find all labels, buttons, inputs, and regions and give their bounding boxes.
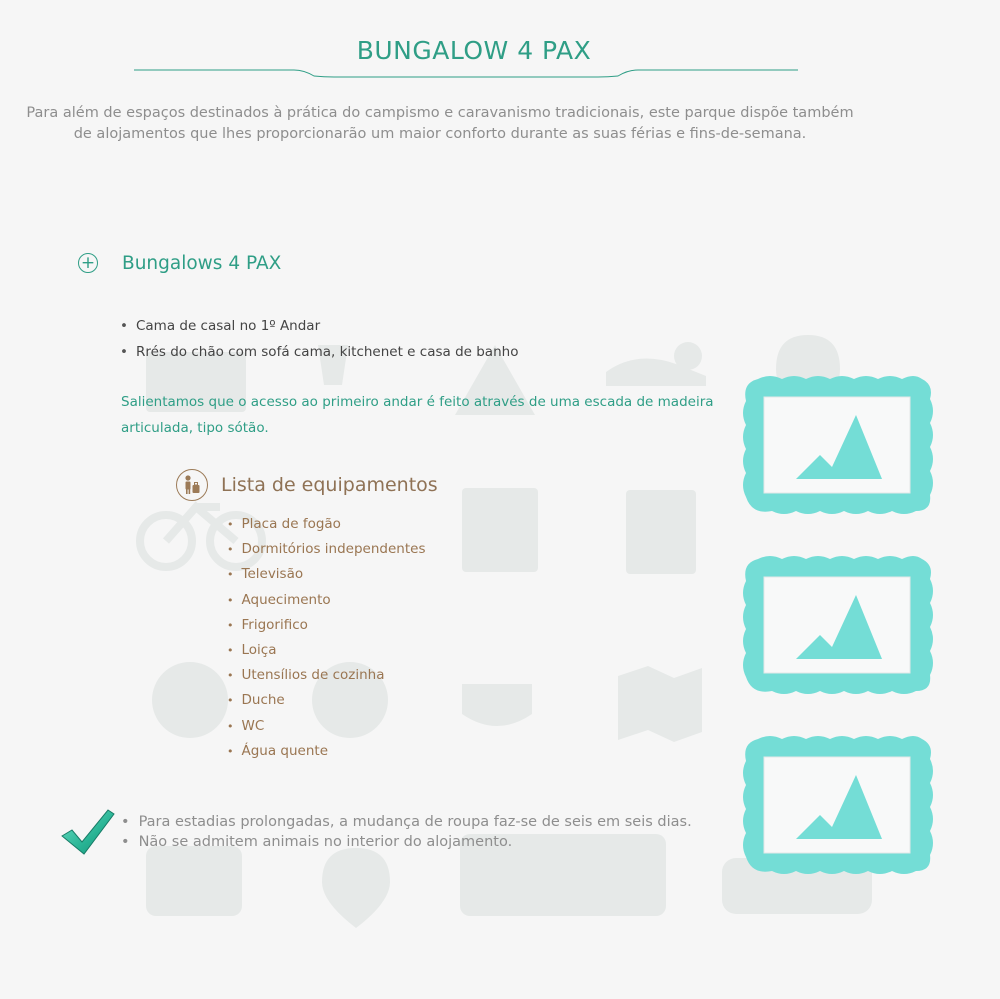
equipment-list — [227, 512, 425, 764]
location-pin-icon — [322, 848, 390, 928]
intro-text — [8, 103, 872, 145]
equipment-title: Lista de equipamentos — [221, 474, 438, 496]
list-item: • Frigorifico — [227, 613, 425, 638]
photo-frame[interactable] — [740, 373, 936, 517]
camera-icon — [146, 846, 242, 916]
list-item: • Utensílios de cozinha — [227, 663, 425, 688]
photo-frame[interactable] — [740, 733, 936, 877]
photo-frame[interactable] — [740, 553, 936, 697]
map-icon — [618, 666, 702, 742]
access-notice — [121, 389, 721, 441]
intro-line: Para além de espaços destinados à prática do campismo e caravanismo tradicionais, este parque dispõe também — [26, 105, 854, 121]
list-item: • Duche — [227, 688, 425, 713]
beach-ball-icon — [152, 662, 228, 738]
equipment-header — [176, 468, 438, 502]
notes-list — [121, 812, 692, 852]
section-title: Bungalows 4 PAX — [122, 252, 282, 274]
intro-line: de alojamentos que lhes proporcionarão um maior conforto durante as suas férias e fins-de-semana. — [73, 126, 807, 142]
photo-icon — [462, 488, 538, 572]
list-item: • Para estadias prolongadas, a mudança de roupa faz-se de seis em seis dias. — [121, 812, 692, 832]
person-luggage-icon — [176, 469, 208, 501]
checkmark-icon — [60, 806, 116, 858]
list-item: • Rrés do chão com sofá cama, kitchenet e casa de banho — [120, 339, 518, 365]
list-item: • WC — [227, 714, 425, 739]
section-header[interactable] — [78, 249, 281, 277]
page-title: BUNGALOW 4 PAX — [356, 36, 592, 65]
notice-line: Salientamos que o acesso ao primeiro andar é feito através de uma escada de madeira — [121, 394, 714, 410]
video-icon — [626, 490, 696, 574]
list-item: • Loiça — [227, 638, 425, 663]
list-item: • Televisão — [227, 562, 425, 587]
list-item: • Cama de casal no 1º Andar — [120, 313, 518, 339]
snorkel-icon — [462, 684, 532, 726]
plus-circle-icon[interactable]: + — [78, 253, 98, 273]
notice-line: articulada, tipo sótão. — [121, 420, 269, 436]
list-item: • Dormitórios independentes — [227, 537, 425, 562]
list-item: • Não se admitem animais no interior do alojamento. — [121, 832, 692, 852]
features-list — [120, 313, 518, 365]
list-item: • Água quente — [227, 739, 425, 764]
list-item: • Aquecimento — [227, 588, 425, 613]
list-item: • Placa de fogão — [227, 512, 425, 537]
title-divider — [134, 64, 798, 80]
